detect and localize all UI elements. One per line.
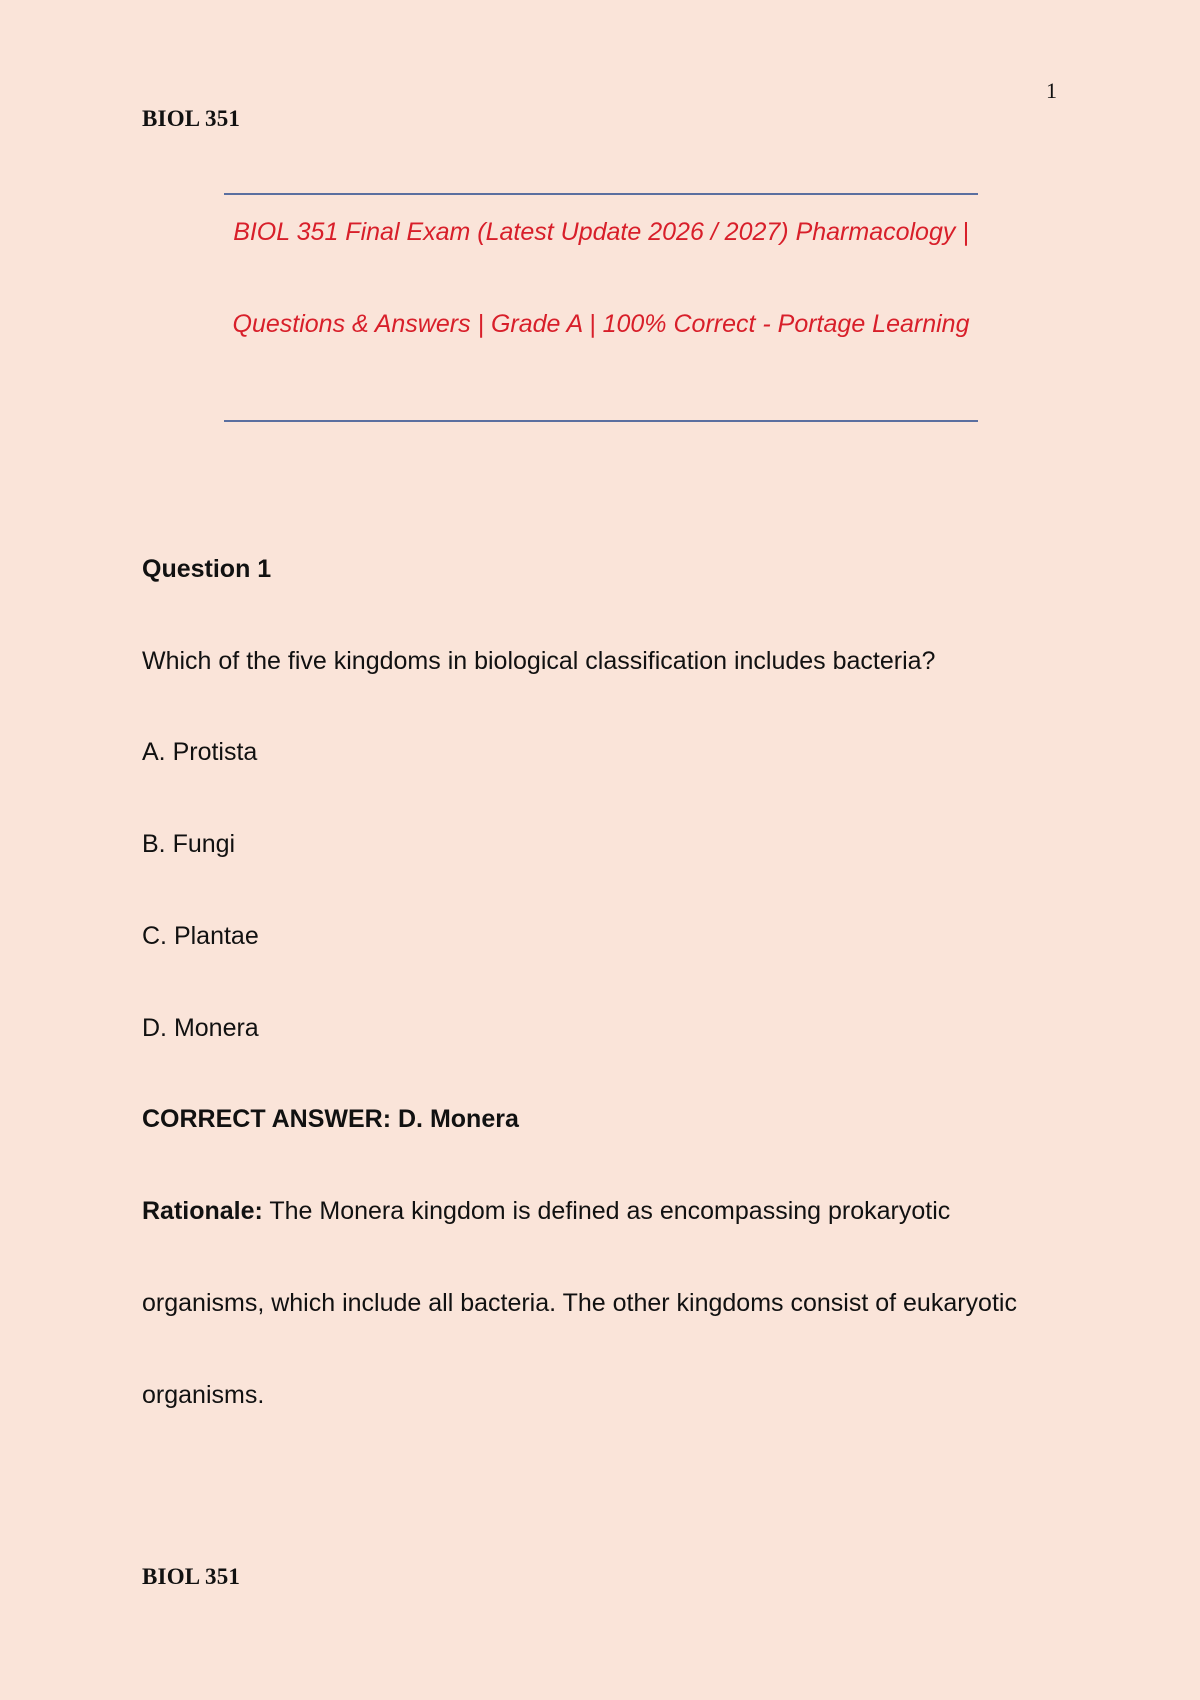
document-title-line-1: BIOL 351 Final Exam (Latest Update 2026 / 2027) Pharmacology | — [233, 218, 969, 246]
running-header: BIOL 351 — [142, 106, 241, 131]
rationale-text-1: The Monera kingdom is defined as encompassing prokaryotic — [262, 1197, 951, 1225]
running-header-next-page: BIOL 351 — [142, 1564, 241, 1589]
rationale-line-3: organisms. — [142, 1381, 265, 1409]
option-d: D. Monera — [142, 1014, 259, 1042]
title-rule-bottom — [224, 420, 978, 422]
page-number: 1 — [1046, 78, 1057, 103]
document-title-line-2: Questions & Answers | Grade A | 100% Correct - Portage Learning — [232, 310, 970, 338]
question-text: Which of the five kingdoms in biological classification includes bacteria? — [142, 647, 936, 675]
question-heading: Question 1 — [142, 555, 272, 583]
option-a: A. Protista — [142, 738, 258, 766]
rationale-line-2: organisms, which include all bacteria. The other kingdoms consist of eukaryotic — [142, 1289, 1017, 1317]
option-b: B. Fungi — [142, 830, 236, 858]
rationale-label: Rationale: — [142, 1197, 263, 1225]
title-rule-top — [224, 193, 978, 195]
rationale-line-1 — [142, 1197, 950, 1226]
correct-answer: CORRECT ANSWER: D. Monera — [142, 1105, 519, 1133]
option-c: C. Plantae — [142, 922, 259, 950]
